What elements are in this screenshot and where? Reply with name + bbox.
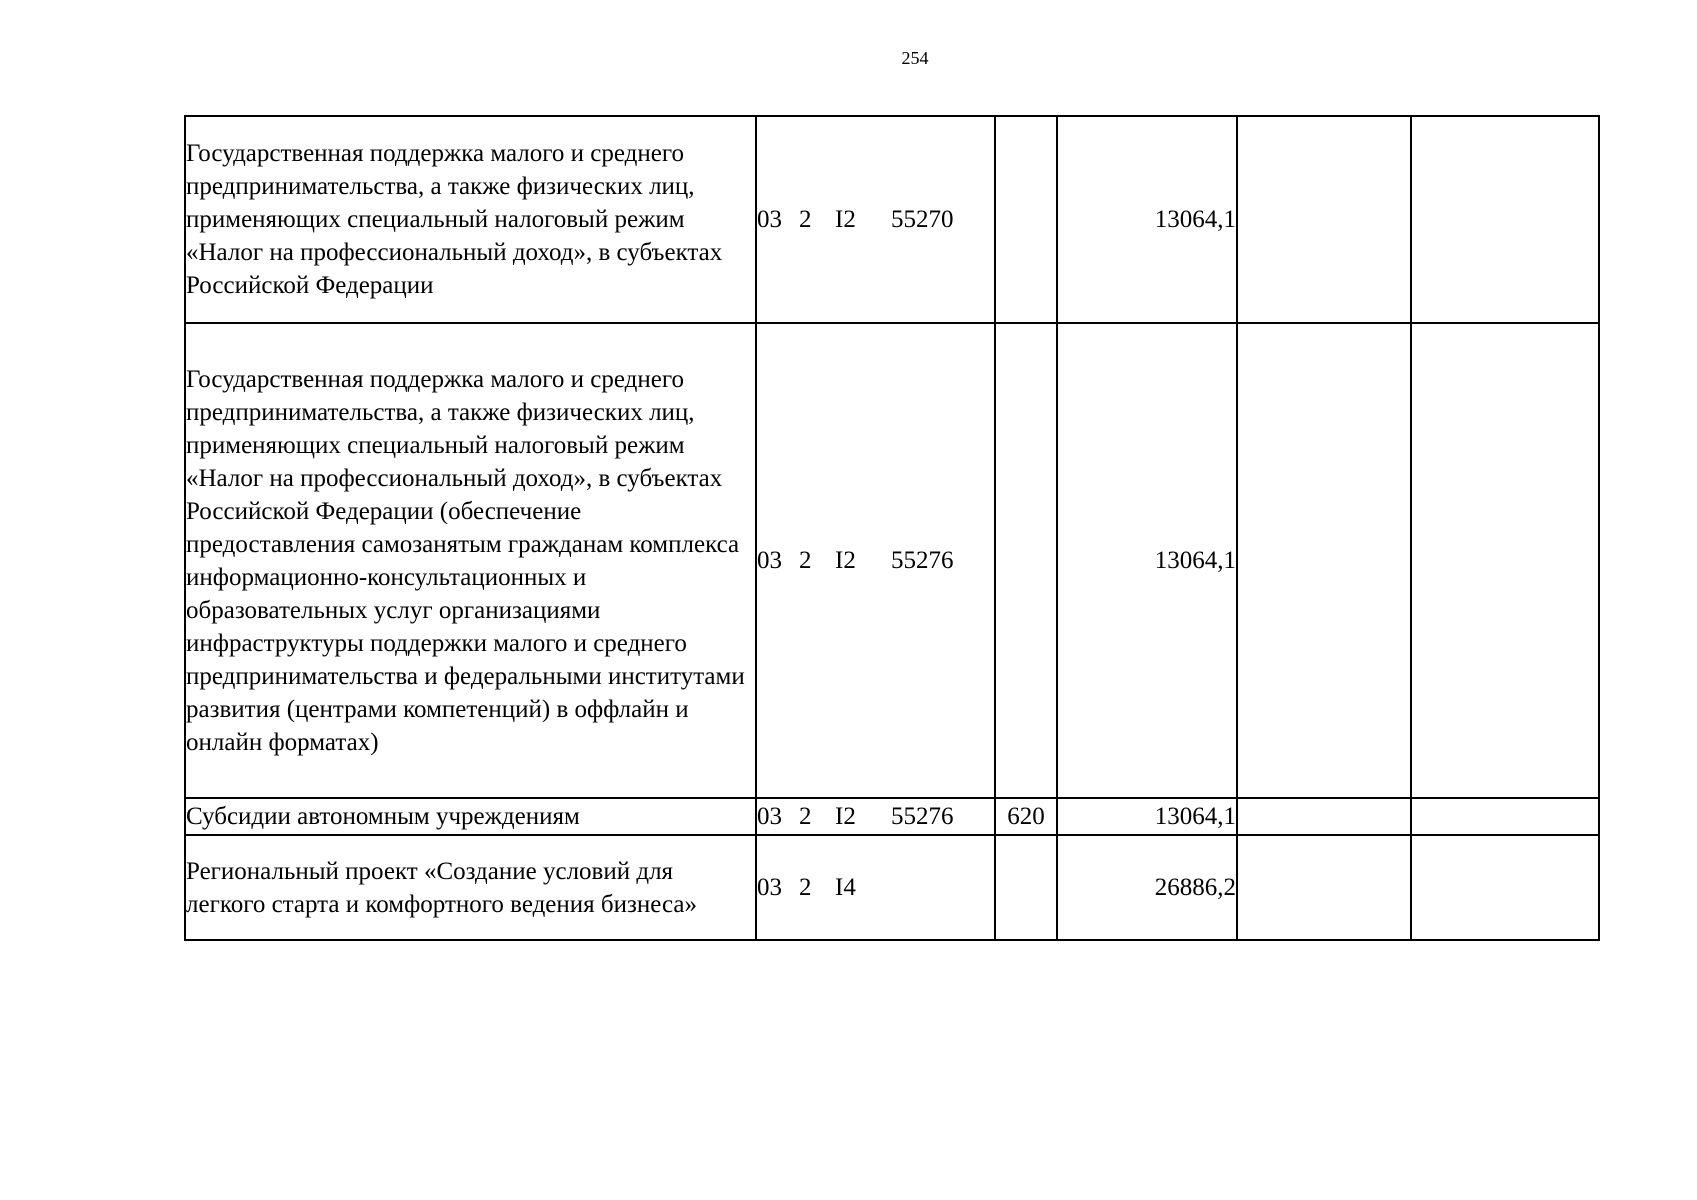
code-program: 03 (757, 206, 782, 233)
classification-code-cell (756, 116, 995, 323)
code-program: 03 (757, 803, 782, 830)
row-name-cell: Государственная поддержка малого и среднего предпринимательства, а также физических лиц, применяющих специальный налоговый режим «Налог на профессиональный доход», в субъектах Российской Федерации (обеспечение предоставления самозанятым гражданам комплекса информационно-консультационных и образовательных услуг организациями инфраструктуры поддержки малого и среднего предпринимательства и федеральными институтами развития (центрами компетенций) в оффлайн и онлайн форматах) (185, 323, 756, 798)
code-project: I2 (835, 206, 856, 233)
code-program: 03 (757, 547, 782, 574)
table-row (185, 323, 1599, 798)
empty-cell (1411, 798, 1599, 835)
code-project: I4 (835, 874, 856, 901)
code-subprogram: 2 (799, 547, 812, 574)
expense-type-cell (995, 323, 1057, 798)
page-number: 254 (901, 48, 929, 68)
budget-table (184, 115, 1600, 941)
row-name-cell: Государственная поддержка малого и среднего предпринимательства, а также физических лиц, применяющих специальный налоговый режим «Налог на профессиональный доход», в субъектах Российской Федерации (185, 116, 756, 323)
empty-cell (1237, 798, 1411, 835)
amount-cell: 26886,2 (1057, 835, 1237, 940)
code-direction: 55276 (891, 547, 954, 574)
empty-cell (1237, 835, 1411, 940)
row-name-cell: Региональный проект «Создание условий для легкого старта и комфортного ведения бизнеса» (185, 835, 756, 940)
empty-cell (1411, 116, 1599, 323)
code-subprogram: 2 (799, 874, 812, 901)
empty-cell (1237, 323, 1411, 798)
code-direction: 55276 (891, 803, 954, 830)
code-subprogram: 2 (799, 803, 812, 830)
expense-type-cell (995, 116, 1057, 323)
amount-cell: 13064,1 (1057, 798, 1237, 835)
empty-cell (1411, 323, 1599, 798)
expense-type-cell (995, 835, 1057, 940)
table-row (185, 835, 1599, 940)
expense-type-cell: 620 (995, 798, 1057, 835)
code-project: I2 (835, 547, 856, 574)
row-name-cell: Субсидии автономным учреждениям (185, 798, 756, 835)
code-program: 03 (757, 874, 782, 901)
empty-cell (1237, 116, 1411, 323)
classification-code-cell (756, 835, 995, 940)
classification-code-cell (756, 798, 995, 835)
code-direction: 55270 (891, 206, 954, 233)
table-row (185, 116, 1599, 323)
table-row (185, 798, 1599, 835)
empty-cell (1411, 835, 1599, 940)
amount-cell: 13064,1 (1057, 116, 1237, 323)
code-project: I2 (835, 803, 856, 830)
classification-code-cell (756, 323, 995, 798)
amount-cell: 13064,1 (1057, 323, 1237, 798)
code-subprogram: 2 (799, 206, 812, 233)
